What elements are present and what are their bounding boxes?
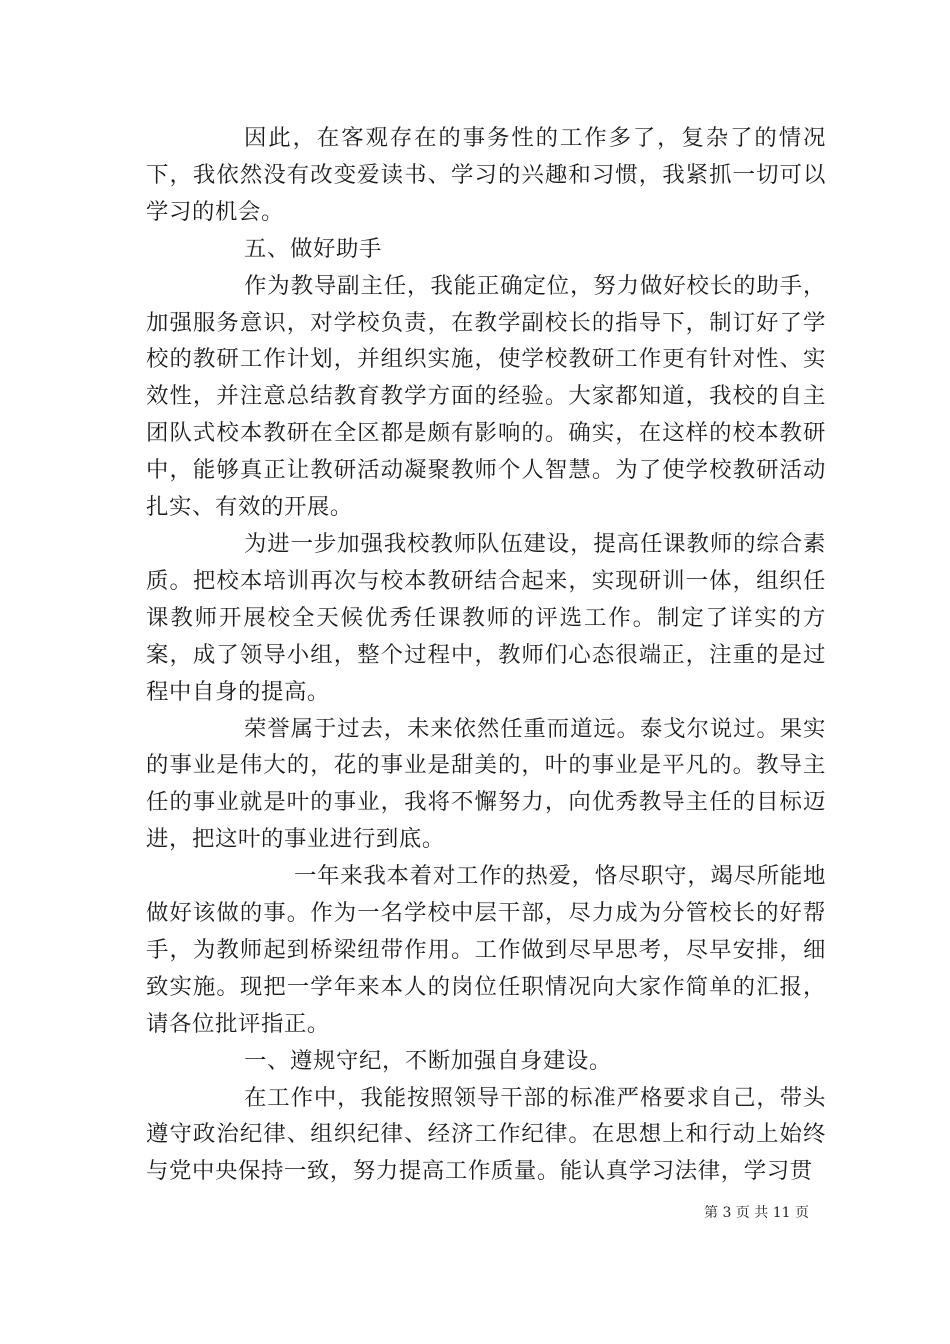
section-heading-1: 一、遵规守纪，不断加强自身建设。 — [244, 1047, 612, 1074]
paragraph-4: 荣誉属于过去，未来依然任重而道远。泰戈尔说过。果实的事业是伟大的，花的事业是甜美的，叶的事业是平凡的。教导主任的事业就是叶的事业，我将不懈努力，向优秀教导主任的目标迈进，把这叶的事业进行到底。 — [146, 715, 826, 853]
paragraph-5: 一年来我本着对工作的热爱，恪尽职守，竭尽所能地做好该做的事。作为一名学校中层干部，尽力成为分管校长的好帮手，为教师起到桥梁纽带作用。工作做到尽早思考，尽早安排，细致实施。现把一学年来本人的岗位任职情况向大家作简单的汇报，请各位批评指正。 — [146, 863, 826, 1037]
paragraph-1: 因此，在客观存在的事务性的工作多了，复杂了的情况下，我依然没有改变爱读书、学习的兴趣和习惯，我紧抓一切可以学习的机会。 — [146, 125, 826, 225]
section-heading-5: 五、做好助手 — [244, 235, 382, 262]
paragraph-6: 在工作中，我能按照领导干部的标准严格要求自己，带头遵守政治纪律、组织纪律、经济工作纪律。在思想上和行动上始终与党中央保持一致，努力提高工作质量。能认真学习法律，学习贯 — [146, 1084, 826, 1185]
paragraph-3: 为进一步加强我校教师队伍建设，提高任课教师的综合素质。把校本培训再次与校本教研结合起来，实现研训一体，组织任课教师开展校全天候优秀任课教师的评选工作。制定了详实的方案，成了领导小组，整个过程中，教师们心态很端正，注重的是过程中自身的提高。 — [146, 530, 826, 705]
paragraph-2: 作为教导副主任，我能正确定位，努力做好校长的助手，加强服务意识，对学校负责，在教学副校长的指导下，制订好了学校的教研工作计划，并组织实施，使学校教研工作更有针对性、实效性，并注意总结教育教学方面的经验。大家都知道，我校的自主团队式校本教研在全区都是颇有影响的。确实，在这样的校本教研中，能够真正让教研活动凝聚教师个人智慧。为了使学校教研活动扎实、有效的开展。 — [146, 272, 826, 521]
document-body — [146, 120, 826, 1190]
page-number-footer: 第 3 页 共 11 页 — [704, 1205, 809, 1221]
